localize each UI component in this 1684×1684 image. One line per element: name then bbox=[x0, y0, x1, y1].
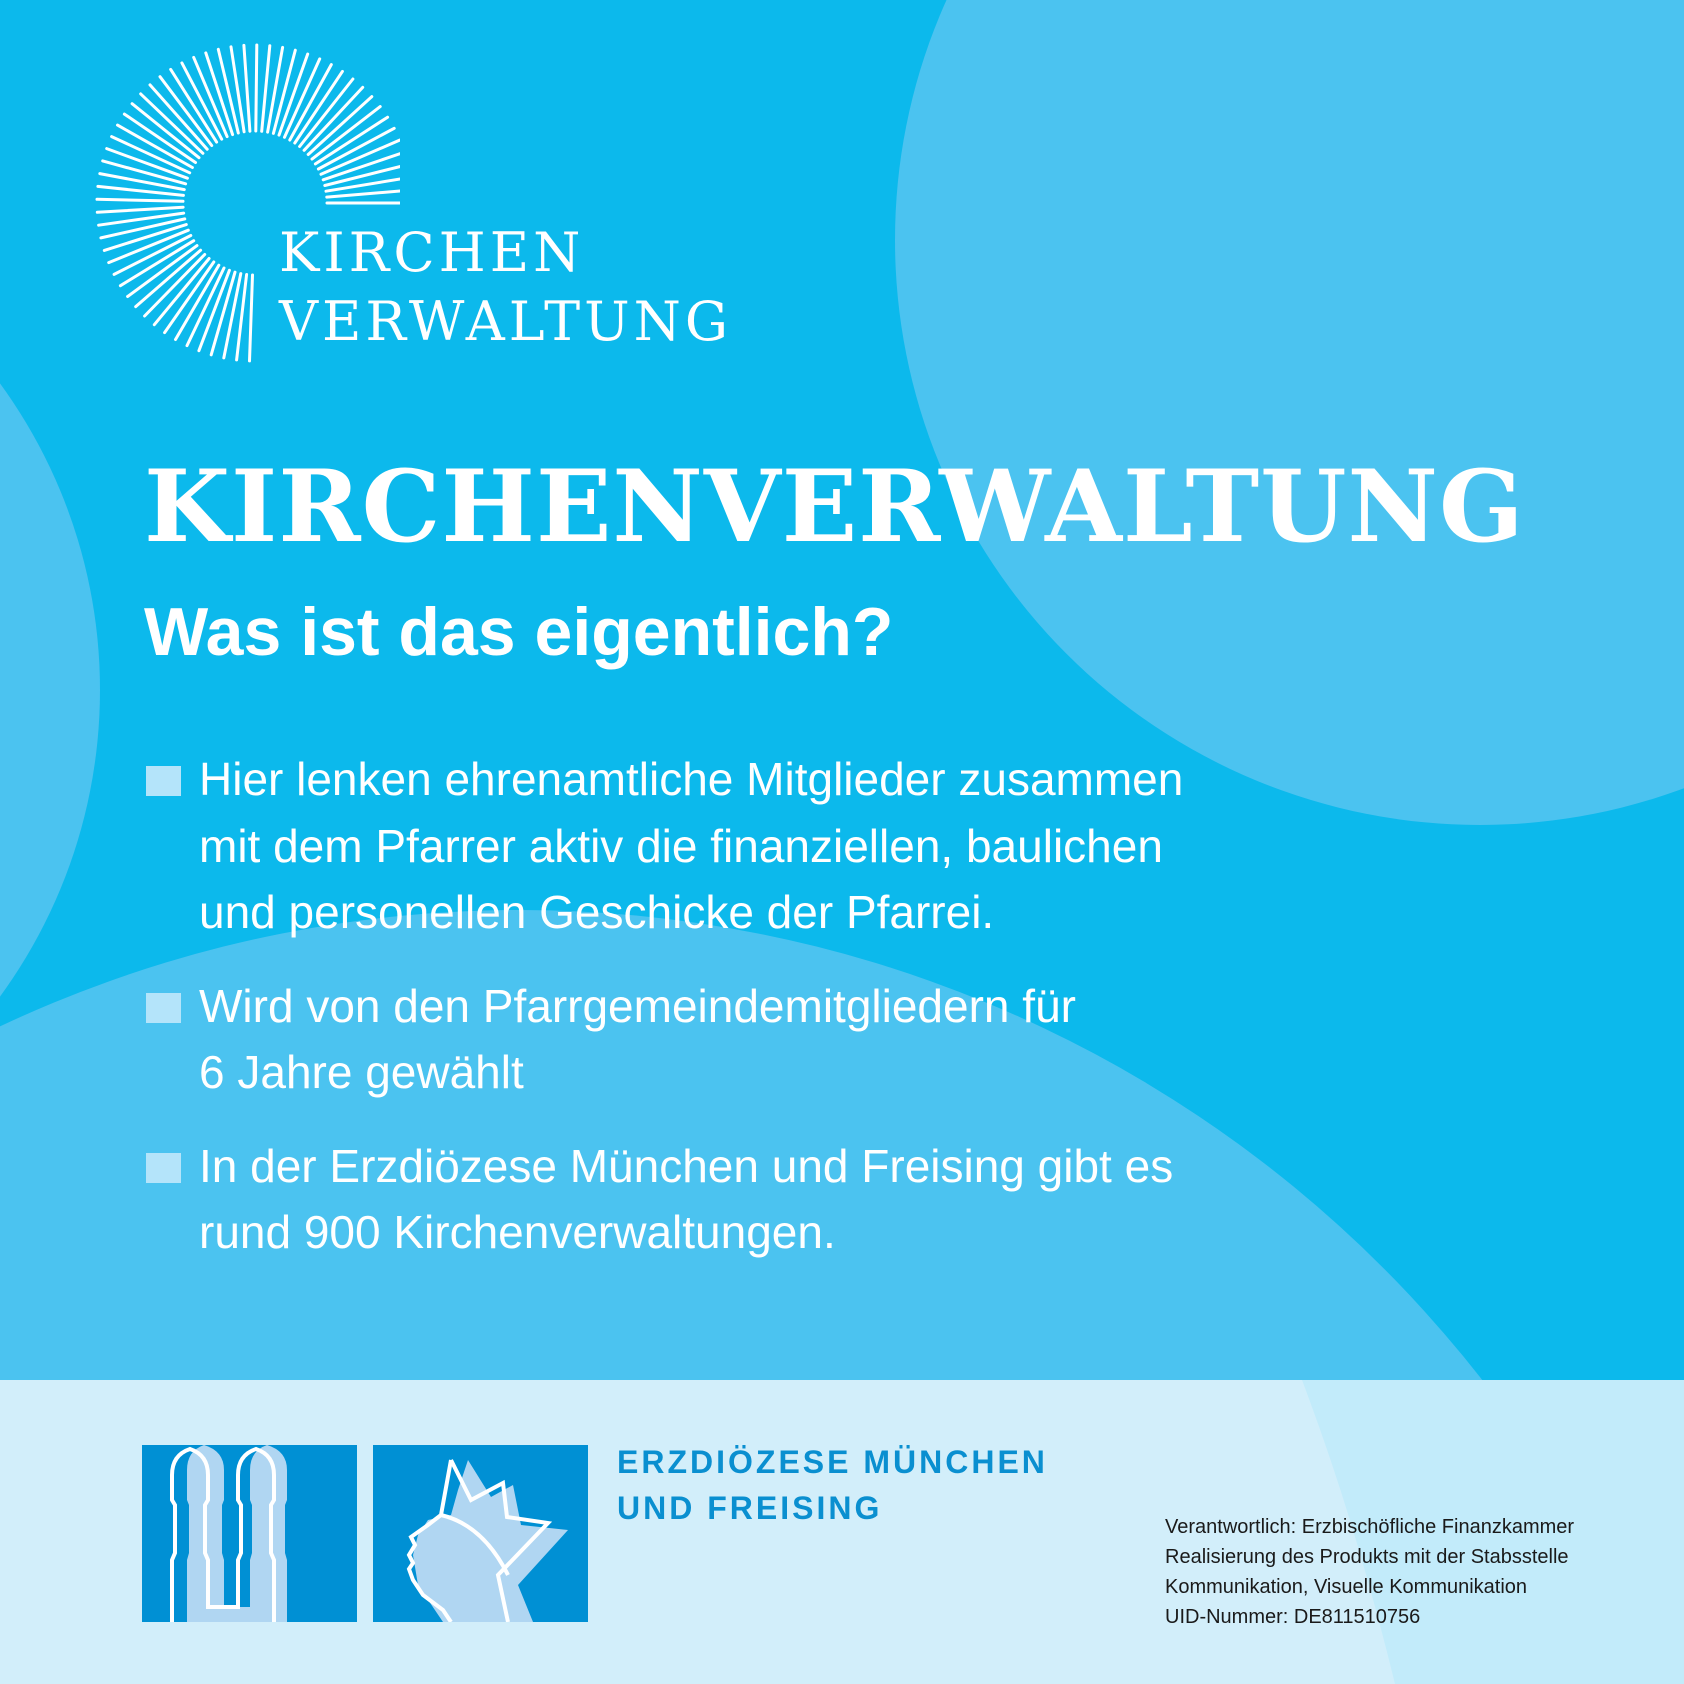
fact-text-line: Wird von den Pfarrgemeindemitgliedern für bbox=[199, 979, 1076, 1032]
imprint-line: Verantwortlich: Erzbischöfliche Finanzkammer bbox=[1165, 1516, 1575, 1538]
fact-text-line: rund 900 Kirchenverwaltungen. bbox=[199, 1206, 836, 1258]
frauenkirche-towers-icon bbox=[142, 1445, 357, 1622]
logo-wordmark bbox=[279, 218, 732, 356]
logo-line-2: VERWALTUNG bbox=[279, 290, 733, 353]
fact-list bbox=[146, 746, 1406, 1293]
page-subtitle: Was ist das eigentlich? bbox=[144, 594, 894, 670]
kirchenverwaltung-logo bbox=[0, 0, 760, 380]
fact-text-line: und personellen Geschicke der Pfarrei. bbox=[199, 886, 995, 938]
fact-text-line: Hier lenken ehrenamtliche Mitglieder zusammen bbox=[199, 753, 1184, 805]
top-right-circle bbox=[895, 0, 1684, 825]
organization-name bbox=[617, 1439, 1048, 1531]
page-title: KIRCHENVERWALTUNG bbox=[144, 449, 1525, 565]
bullet-square-icon bbox=[146, 993, 181, 1023]
imprint-line: Kommunikation, Visuelle Kommunikation bbox=[1165, 1576, 1528, 1598]
imprint-line: Realisierung des Produkts mit der Stabsstelle bbox=[1165, 1546, 1569, 1568]
imprint-line: UID-Nummer: DE811510756 bbox=[1165, 1606, 1421, 1628]
org-name-line-2: UND FREISING bbox=[617, 1490, 883, 1526]
footer bbox=[0, 1380, 1684, 1684]
logo-line-1: KIRCHEN bbox=[279, 221, 585, 284]
org-name-line-1: ERZDIÖZESE MÜNCHEN bbox=[617, 1444, 1048, 1480]
fact-text-line: In der Erzdiözese München und Freising gibt es bbox=[199, 1139, 1174, 1192]
imprint bbox=[1165, 1512, 1574, 1632]
bullet-square-icon bbox=[146, 766, 181, 796]
fact-text-line: mit dem Pfarrer aktiv die finanziellen, baulichen bbox=[199, 819, 1163, 872]
fact-item bbox=[146, 1133, 1406, 1266]
bullet-square-icon bbox=[146, 1153, 181, 1183]
crowned-moor-head-icon bbox=[373, 1445, 588, 1622]
fact-text-line: 6 Jahre gewählt bbox=[199, 1046, 524, 1098]
fact-item bbox=[146, 746, 1406, 946]
fact-item bbox=[146, 973, 1406, 1106]
